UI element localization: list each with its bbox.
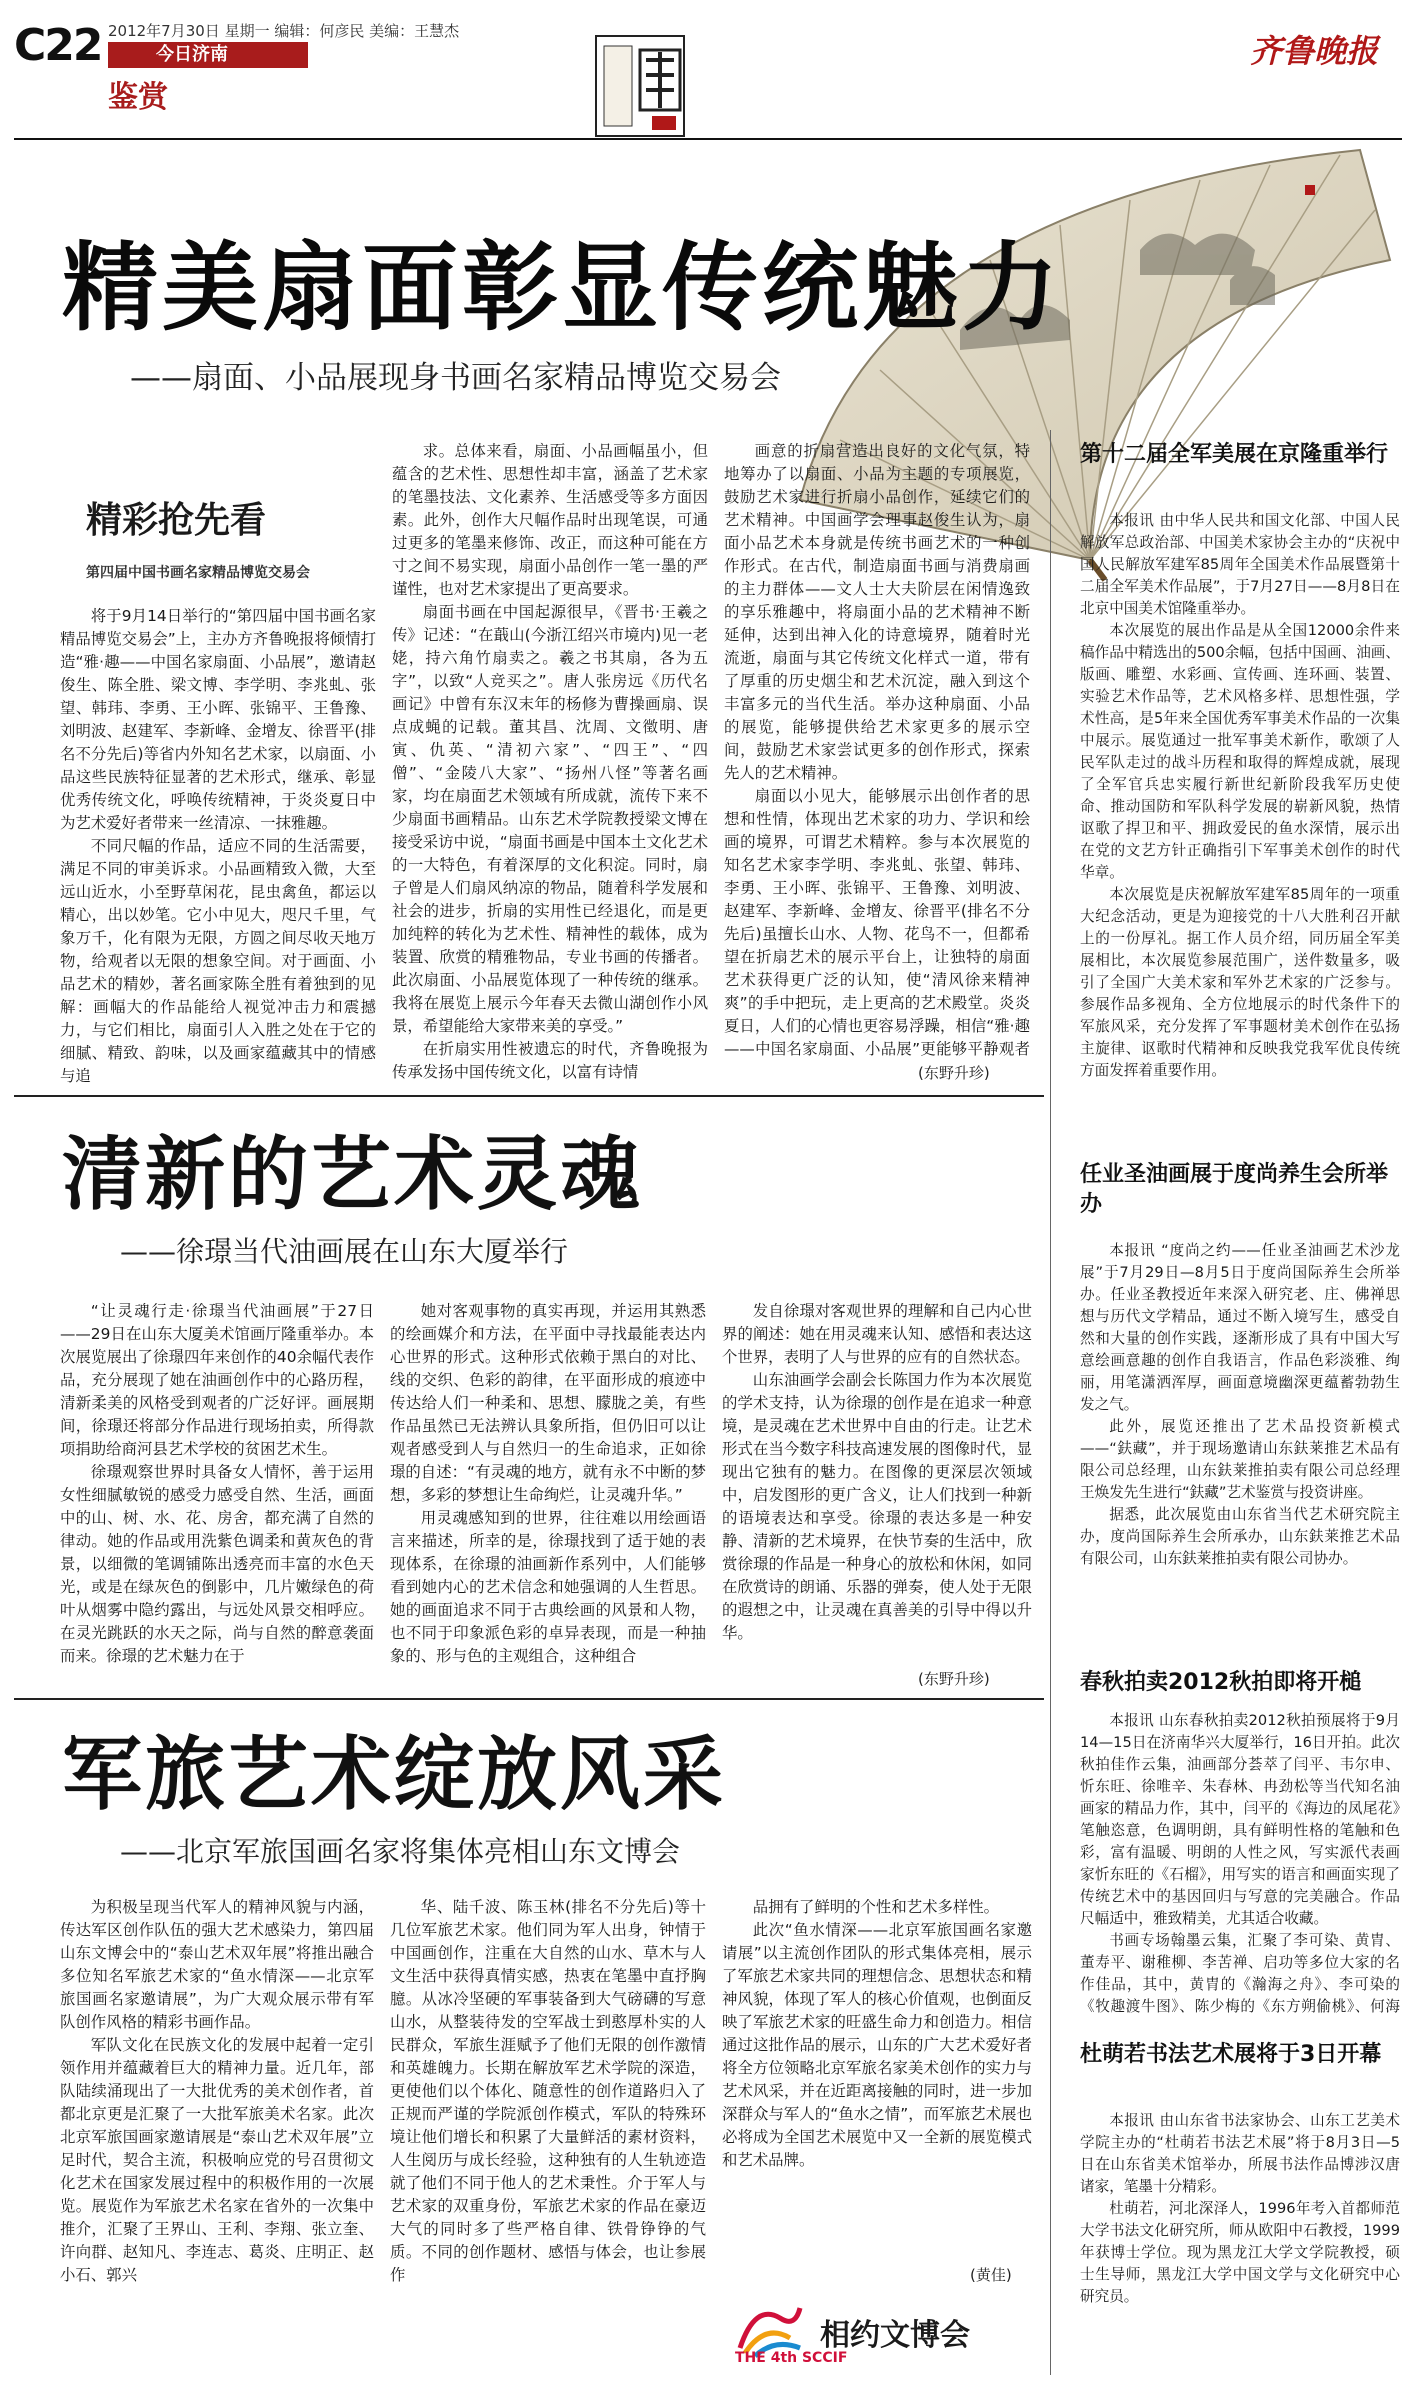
column-logo-icon [590,30,690,142]
sidebar-article [1080,510,1400,1130]
article2-subheadline: ——徐璟当代油画展在山东大厦举行 [120,1235,569,1268]
section-name: 鉴赏 [108,80,168,115]
article1-author: (东野升珍) [918,1064,990,1082]
sidebar-title: 任业圣油画展于度尚养生会所举办 [1080,1162,1389,1217]
paragraph: 求。总体来看，扇面、小品画幅虽小，但蕴含的艺术性、思想性却丰富，涵盖了艺术家的笔墨技法、文化素养、生活感受等多方面因素。此外，创作大尺幅作品时出现笔误，可通过更多的笔墨来修饰、改正，而这种可能在方寸之间不易实现，扇面小品创作一笔一墨的严谨性，也对艺术家提出了更高要求。 [392,442,708,598]
expo-logo-text: 相约文博会 [820,2318,970,2353]
paragraph: 徐璟观察世界时具备女人情怀，善于运用女性细腻敏锐的感受力感受自然、生活，画面中的山、树、水、花、房舍，都充满了自然的律动。她的作品或用洗紫色调柔和黄灰色的背景，以细微的笔调铺陈出透亮而丰富的水色天光，或是在绿灰色的倒影中，几片嫩绿色的荷叶从烟雾中隐约露出，与远处风景交相呼应。在灵光跳跃的水天之际，尚与自然的醉意袭面而来。徐璟的艺术魅力在于 [60,1463,374,1665]
paragraph: 此次“鱼水情深——北京军旅国画名家邀请展”以主流创作团队的形式集体亮相，展示了军旅艺术家共同的理想信念、思想状态和精神风貌，体现了军人的核心价值观，也倒面反映了军旅艺术家的旺盛生命力和创造力。相信通过这批作品的展示，山东的广大艺术爱好者将全方位领略北京军旅名家美术创作的实力与艺术风采，并在近距离接触的同时，进一步加深群众与军人的“鱼水之情”，而军旅艺术展也必将成为全国艺术展览中又一全新的展览模式和艺术品牌。 [722,1921,1032,2169]
paragraph: 发自徐璟对客观世界的理解和自己内心世界的阐述：她在用灵魂来认知、感悟和表达这个世界，表明了人与世界的应有的自然状态。 [722,1302,1032,1366]
newspaper-brand: 齐鲁晚报 [1250,32,1379,70]
paragraph: 山东油画学会副会长陈国力作为本次展览的学术支持，认为徐璟的创作是在追求一种意境，是灵魂在艺术世界中自由的行走。让艺术形式在当今数字科技高速发展的图像时代，显现出它独有的魅力。在图像的更深层次领域中，启发图形的更广含义，让人们找到一种新的语境表达和享受。徐璟的表达多是一种安静、清新的艺术境界，在快节奏的生活中，欣赏徐璟的作品是一种身心的放松和休闲，如同在欣赏诗的朗诵、乐器的弹奏，使人处于无限的遐想之中，让灵魂在真善美的引导中得以升华。 [722,1371,1032,1642]
paragraph: 本报讯 由中华人民共和国文化部、中国人民解放军总政治部、中国美术家协会主办的“庆祝中国人民解放军建军85周年全国美术作品展暨第十二届全军美术作品展”，于7月27日——8月8日在北京中国美术馆隆重举办。 [1080,512,1400,617]
sidebar-title: 杜萌若书法艺术展将于3日开幕 [1080,2042,1382,2067]
article3-headline: 军旅艺术绽放风采 [62,1727,726,1821]
article3-column-1 [60,1896,374,2372]
paragraph: 杜萌若，河北深泽人，1996年考入首都师范大学书法文化研究所，师从欧阳中石教授，1999年获博士学位。现为黑龙江大学文学院教授，硕士生导师，黑龙江大学中国文学与文化研究中心研究员。 [1080,2200,1400,2305]
paragraph: 书画专场翰墨云集，汇聚了李可染、黄胄、董寿平、谢稚柳、李苦禅、启功等多位大家的名作佳品，其中，黄胄的《瀚海之舟》、李可染的《牧趣渡牛图》、陈少梅的《东方朔偷桃》、何海 [1080,1932,1400,2015]
sidebar-title: 春秋拍卖2012秋拍即将开槌 [1080,1670,1362,1695]
sidebar-article [1080,2110,1400,2375]
sidebar-article [1080,1710,1400,2020]
article1-column-3 [724,440,1030,1058]
paragraph: “让灵魂行走·徐璟当代油画展”于27日——29日在山东大厦美术馆画厅隆重举办。本次展览展出了徐璟四年来创作的40余幅代表作品，充分展现了她在油画创作中的心路历程，清新柔美的风格受到观者的广泛好评。画展期间，徐璟还将部分作品进行现场拍卖，所得款项捐助给商河县艺术学校的贫困艺术生。 [60,1302,374,1458]
main-headline: 精美扇面彰显传统魅力 [62,231,1062,344]
paragraph: 华、陆千波、陈玉林(排名不分先后)等十几位军旅艺术家。他们同为军人出身，钟情于中国画创作，注重在大自然的山水、草木与人文生活中获得真情实感，热衷在笔墨中直抒胸臆。从冰冷坚硬的军事装备到大气磅礴的写意山水，从整装待发的空军战士到憨厚朴实的人民群众，军旅生涯赋予了他们无限的创作激情和英雄魄力。长期在解放军艺术学院的深造，更使他们以个体化、随意性的创作道路归入了正规而严谨的学院派创作模式，军队的特殊环境让他们增长和积累了大量鲜活的素材资料，人生阅历与成长经验，这种独有的人生轨迹造就了他们不同于他人的艺术秉性。介于军人与艺术家的双重身份，军旅艺术家的作品在豪迈大气的同时多了些严格自律、铁骨铮铮的气质。不同的创作题材、感悟与体会，也让参展作 [390,1898,706,2284]
article3-column-2 [390,1896,706,2372]
paragraph: 本次展览的展出作品是从全国12000余件来稿作品中精选出的500余幅，包括中国画、油画、版画、雕塑、水彩画、宣传画、连环画、装置、实验艺术作品等，艺术风格多样、思想性强，学术性高，是5年来全国优秀军事美术作品的一次集中展示。展览通过一批军事美术新作，歌颂了人民军队走过的战斗历程和取得的辉煌成就，展现了全军官兵忠实履行新世纪新阶段我军历史使命、推动国防和军队科学发展的崭新风貌，热情讴歌了捍卫和平、拥政爱民的鱼水深情，展示出在党的文艺方针正确指引下军事美术创作的时代华章。 [1080,622,1400,881]
sidebar-article [1080,1240,1400,1660]
article3-author: (黄佳) [970,2266,1012,2284]
paragraph: 不同尺幅的作品，适应不同的生活需要，满足不同的审美诉求。小品画精致入微，大至远山近水，小至野草闲花，昆虫禽鱼，都运以精心，出以妙笔。它小中见大，咫尺千里，气象万千，化有限为无限，方圆之间尽收天地万物，给观者以无限的想象空间。对于画面、小品艺术的精妙，著名画家陈全胜有着独到的见解：画幅大的作品能给人视觉冲击力和震撼力，与它们相比，扇面引人入胜之处在于它的细腻、精致、韵味，以及画家蕴藏其中的情感与追 [60,837,376,1085]
issue-meta: 2012年7月30日 星期一 编辑：何彦民 美编：王慧杰 [108,22,460,40]
article2-headline: 清新的艺术灵魂 [62,1127,643,1221]
article2-author: (东野升珍) [918,1670,990,1688]
article1-column-2 [392,440,708,1085]
page-number: C22 [14,20,102,71]
article3-subheadline: ——北京军旅国画名家将集体亮相山东文博会 [120,1835,681,1868]
paragraph: 她对客观事物的真实再现，并运用其熟悉的绘画媒介和方法，在平面中寻找最能表达内心世界的形式。这种形式依赖于黑白的对比、线的交织、色彩的韵律，在平面形成的痕迹中传达给人们一种柔和、思想、朦胧之美，有些作品虽然已无法辨认具象所指，但仍旧可以让观者感受到人与自然归一的生命追求，正如徐璟的自述：“有灵魂的地方，就有永不中断的梦想，多彩的梦想让生命绚烂，让灵魂升华。” [390,1302,706,1504]
article1-column-1 [60,605,376,1085]
paragraph: 此外，展览还推出了艺术品投资新模式——“鈇藏”，并于现场邀请山东鈇莱推艺术品有限公司总经理，山东鈇莱推拍卖有限公司总经理王焕发先生进行“鈇藏”艺术鉴赏与投资讲座。 [1080,1418,1400,1501]
article3-column-3 [722,1896,1032,2266]
badge-subtitle: 第四届中国书画名家精品博览交易会 [86,565,310,581]
section-bar: 今日济南 [108,42,308,68]
paragraph: 扇面以小见大，能够展示出创作者的思想和性情，体现出艺术家的功力、学识和绘画的境界，可谓艺术精粹。参与本次展览的知名艺术家李学明、李兆虬、张望、韩玮、李勇、王小晖、张锦平、王鲁豫、刘明波、赵建军、李新峰、金增友、徐晋平(排名不分先后)虽擅长山水、人物、花鸟不一，但都希望在折扇艺术的展示平台上，让独特的扇面艺术获得更广泛的认知，使“清风徐来精神爽”的手中把玩，走上更高的艺术殿堂。炎炎夏日，人们的心情也更容易浮躁，相信“雅·趣——中国名家扇面、小品展”更能够平静观者 [724,787,1030,1058]
expo-logo-icon [735,2298,805,2358]
paragraph: 据悉，此次展览由山东省当代艺术研究院主办，度尚国际养生会所承办，山东鈇莱推艺术品有限公司，山东鈇莱推拍卖有限公司协办。 [1080,1506,1400,1567]
paragraph: 为积极呈现当代军人的精神风貌与内涵，传达军区创作队伍的强大艺术感染力，第四届山东文博会中的“泰山艺术双年展”将推出融合多位知名军旅艺术家的“鱼水情深——北京军旅国画名家邀请展”，为广大观众展示带有军队创作风格的精彩书画作品。 [60,1898,374,2031]
expo-logo-subtext: THE 4th SCCIF [735,2350,848,2366]
paragraph: 军队文化在民族文化的发展中起着一定引领作用并蕴藏着巨大的精神力量。近几年，部队陆续涌现出了一大批优秀的美术创作者，首都北京更是汇聚了一大批军旅美术名家。此次北京军旅国画家邀请展是“泰山艺术双年展”立足时代，契合主流，积极响应党的号召贯彻文化艺术在国家发展过程中的积极作用的一次展览。展览作为军旅艺术名家在省外的一次集中推介，汇聚了王界山、王利、李翔、张立奎、许向群、赵知凡、李连志、葛炎、庄明正、赵小石、郭兴 [60,2036,374,2284]
article2-column-3 [722,1300,1032,1645]
section-rule [14,1698,1044,1700]
article2-column-2 [390,1300,706,1670]
paragraph: 本次展览是庆祝解放军建军85周年的一项重大纪念活动，更是为迎接党的十八大胜利召开献上的一份厚礼。据工作人员介绍，同历届全军美展相比，本次展览参展范围广，送件数量多，吸引了全国广大美术家和军外艺术家的广泛参与。参展作品多视角、全方位地展示的时代条件下的军旅风采，充分发挥了军事题材美术创作在弘扬主旋律、讴歌时代精神和反映我党我军优良传统方面发挥着重要作用。 [1080,886,1400,1079]
badge-title: 精彩抢先看 [86,500,267,541]
column-divider [1050,430,1051,2375]
paragraph: 在折扇实用性被遗忘的时代，齐鲁晚报为传承发扬中国传统文化，以富有诗情 [392,1040,708,1081]
article2-column-1 [60,1300,374,1670]
paragraph: 品拥有了鲜明的个性和艺术多样性。 [752,1898,1000,1916]
paragraph: 将于9月14日举行的“第四届中国书画名家精品博览交易会”上，主办方齐鲁晚报将倾情打造“雅·趣——中国名家扇面、小品展”，邀请赵俊生、陈全胜、梁文博、李学明、李兆虬、张望、韩玮、李勇、王小晖、张锦平、王鲁豫、刘明波、赵建军、李新峰、金增友、徐晋平(排名不分先后)等省内外知名艺术家，以扇面、小品这些民族特征显著的艺术形式，继承、彰显优秀传统文化，呼唤传统精神，于炎炎夏日中为艺术爱好者带来一丝清凉、一抹雅趣。 [60,607,376,832]
paragraph: 本报讯 山东春秋拍卖2012秋拍预展将于9月14—15日在济南华兴大厦举行，16日开拍。此次秋拍佳作云集，油画部分荟萃了闫平、韦尔申、忻东旺、徐唯辛、朱春林、冉劲松等当代知名油画家的精品力作，其中，闫平的《海边的凤尾花》笔触恣意，色调明朗，具有鲜明性格的笔触和色彩，富有温暖、明朗的人性之风，写实派代表画家忻东旺的《石榴》，用写实的语言和画面实现了传统艺术中的基因回归与写意的完美融合。作品尺幅适中，雅致精美，尤其适合收藏。 [1080,1712,1400,1927]
paragraph: 用灵魂感知到的世界，往往难以用绘画语言来描述，所幸的是，徐璟找到了适于她的表现体系，在徐璟的油画新作系列中，人们能够看到她内心的艺术信念和她强调的人生哲思。她的画面追求不同于古典绘画的风景和人物，也不同于印象派色彩的卓异表现，而是一种抽象的、形与色的主观组合，这种组合 [390,1509,706,1665]
paragraph: 画意的折扇营造出良好的文化气氛，特地筹办了以扇面、小品为主题的专项展览，鼓励艺术家进行折扇小品创作，延续它们的艺术精神。中国画学会理事赵俊生认为，扇面小品艺术本身就是传统书画艺术的一种创作形式。在古代，制造扇面书画与消费扇画的主力群体——文人士大夫阶层在闲情逸致的享乐雅趣中，将扇面小品的艺术精神不断延伸，达到出神入化的诗意境界，随着时光流逝，扇面与其它传统文化样式一道，带有了厚重的历史烟尘和艺术沉淀，融入到这个丰富多元的当代生活。举办这种扇面、小品的展览，能够提供给艺术家更多的展示空间，鼓励艺术家尝试更多的创作形式，探索先人的艺术精神。 [724,442,1030,782]
paragraph: 本报讯 由山东省书法家协会、山东工艺美术学院主办的“杜萌若书法艺术展”将于8月3日—5日在山东省美术馆举办，所展书法作品博涉汉唐诸家，笔墨十分精彩。 [1080,2112,1400,2195]
main-subheadline: ——扇面、小品展现身书画名家精品博览交易会 [130,360,781,396]
sidebar-title: 第十二届全军美展在京隆重举行 [1080,442,1389,467]
paragraph: 本报讯 “度尚之约——任业圣油画艺术沙龙展”于7月29日—8月5日于度尚国际养生会所举办。任业圣教授近年来深入研究老、庄、佛禅思想与历代文学精品，通过不断入境写生，感受自然和大量的创作实践，逐渐形成了具有中国大写意绘画意趣的创作自我语言，作品色彩淡雅、绚丽，用笔潇洒浑厚，画面意境幽深更蕴蓄勃勃生发之气。 [1080,1242,1400,1413]
section-rule [14,1095,1044,1097]
paragraph: 扇面书画在中国起源很早，《晋书·王羲之传》记述：“在蕺山(今浙江绍兴市境内)见一老姥，持六角竹扇卖之。羲之书其扇，各为五字”，以致“人竞买之”。唐人张房远《历代名画记》中曾有东汉末年的杨修为曹操画扇、误点成蝇的记载。董其昌、沈周、文徵明、唐寅、仇英、“清初六家”、“四王”、“四僧”、“金陵八大家”、“扬州八怪”等著名画家，均在扇面艺术领域有所成就，流传下来不少扇面书画精品。山东艺术学院教授梁文博在接受采访中说，“扇面书画是中国本土文化艺术的一大特色，有着深厚的文化积淀。同时，扇子曾是人们扇风纳凉的物品，随着科学发展和社会的进步，折扇的实用性已经退化，而是更加纯粹的转化为艺术性、精神性的载体，成为装置、欣赏的精雅物品，专业书画的传播者。此次扇面、小品展览体现了一种传统的继承。我将在展览上展示今年春天去微山湖创作小风景，希望能给大家带来美的享受。” [392,603,708,1035]
